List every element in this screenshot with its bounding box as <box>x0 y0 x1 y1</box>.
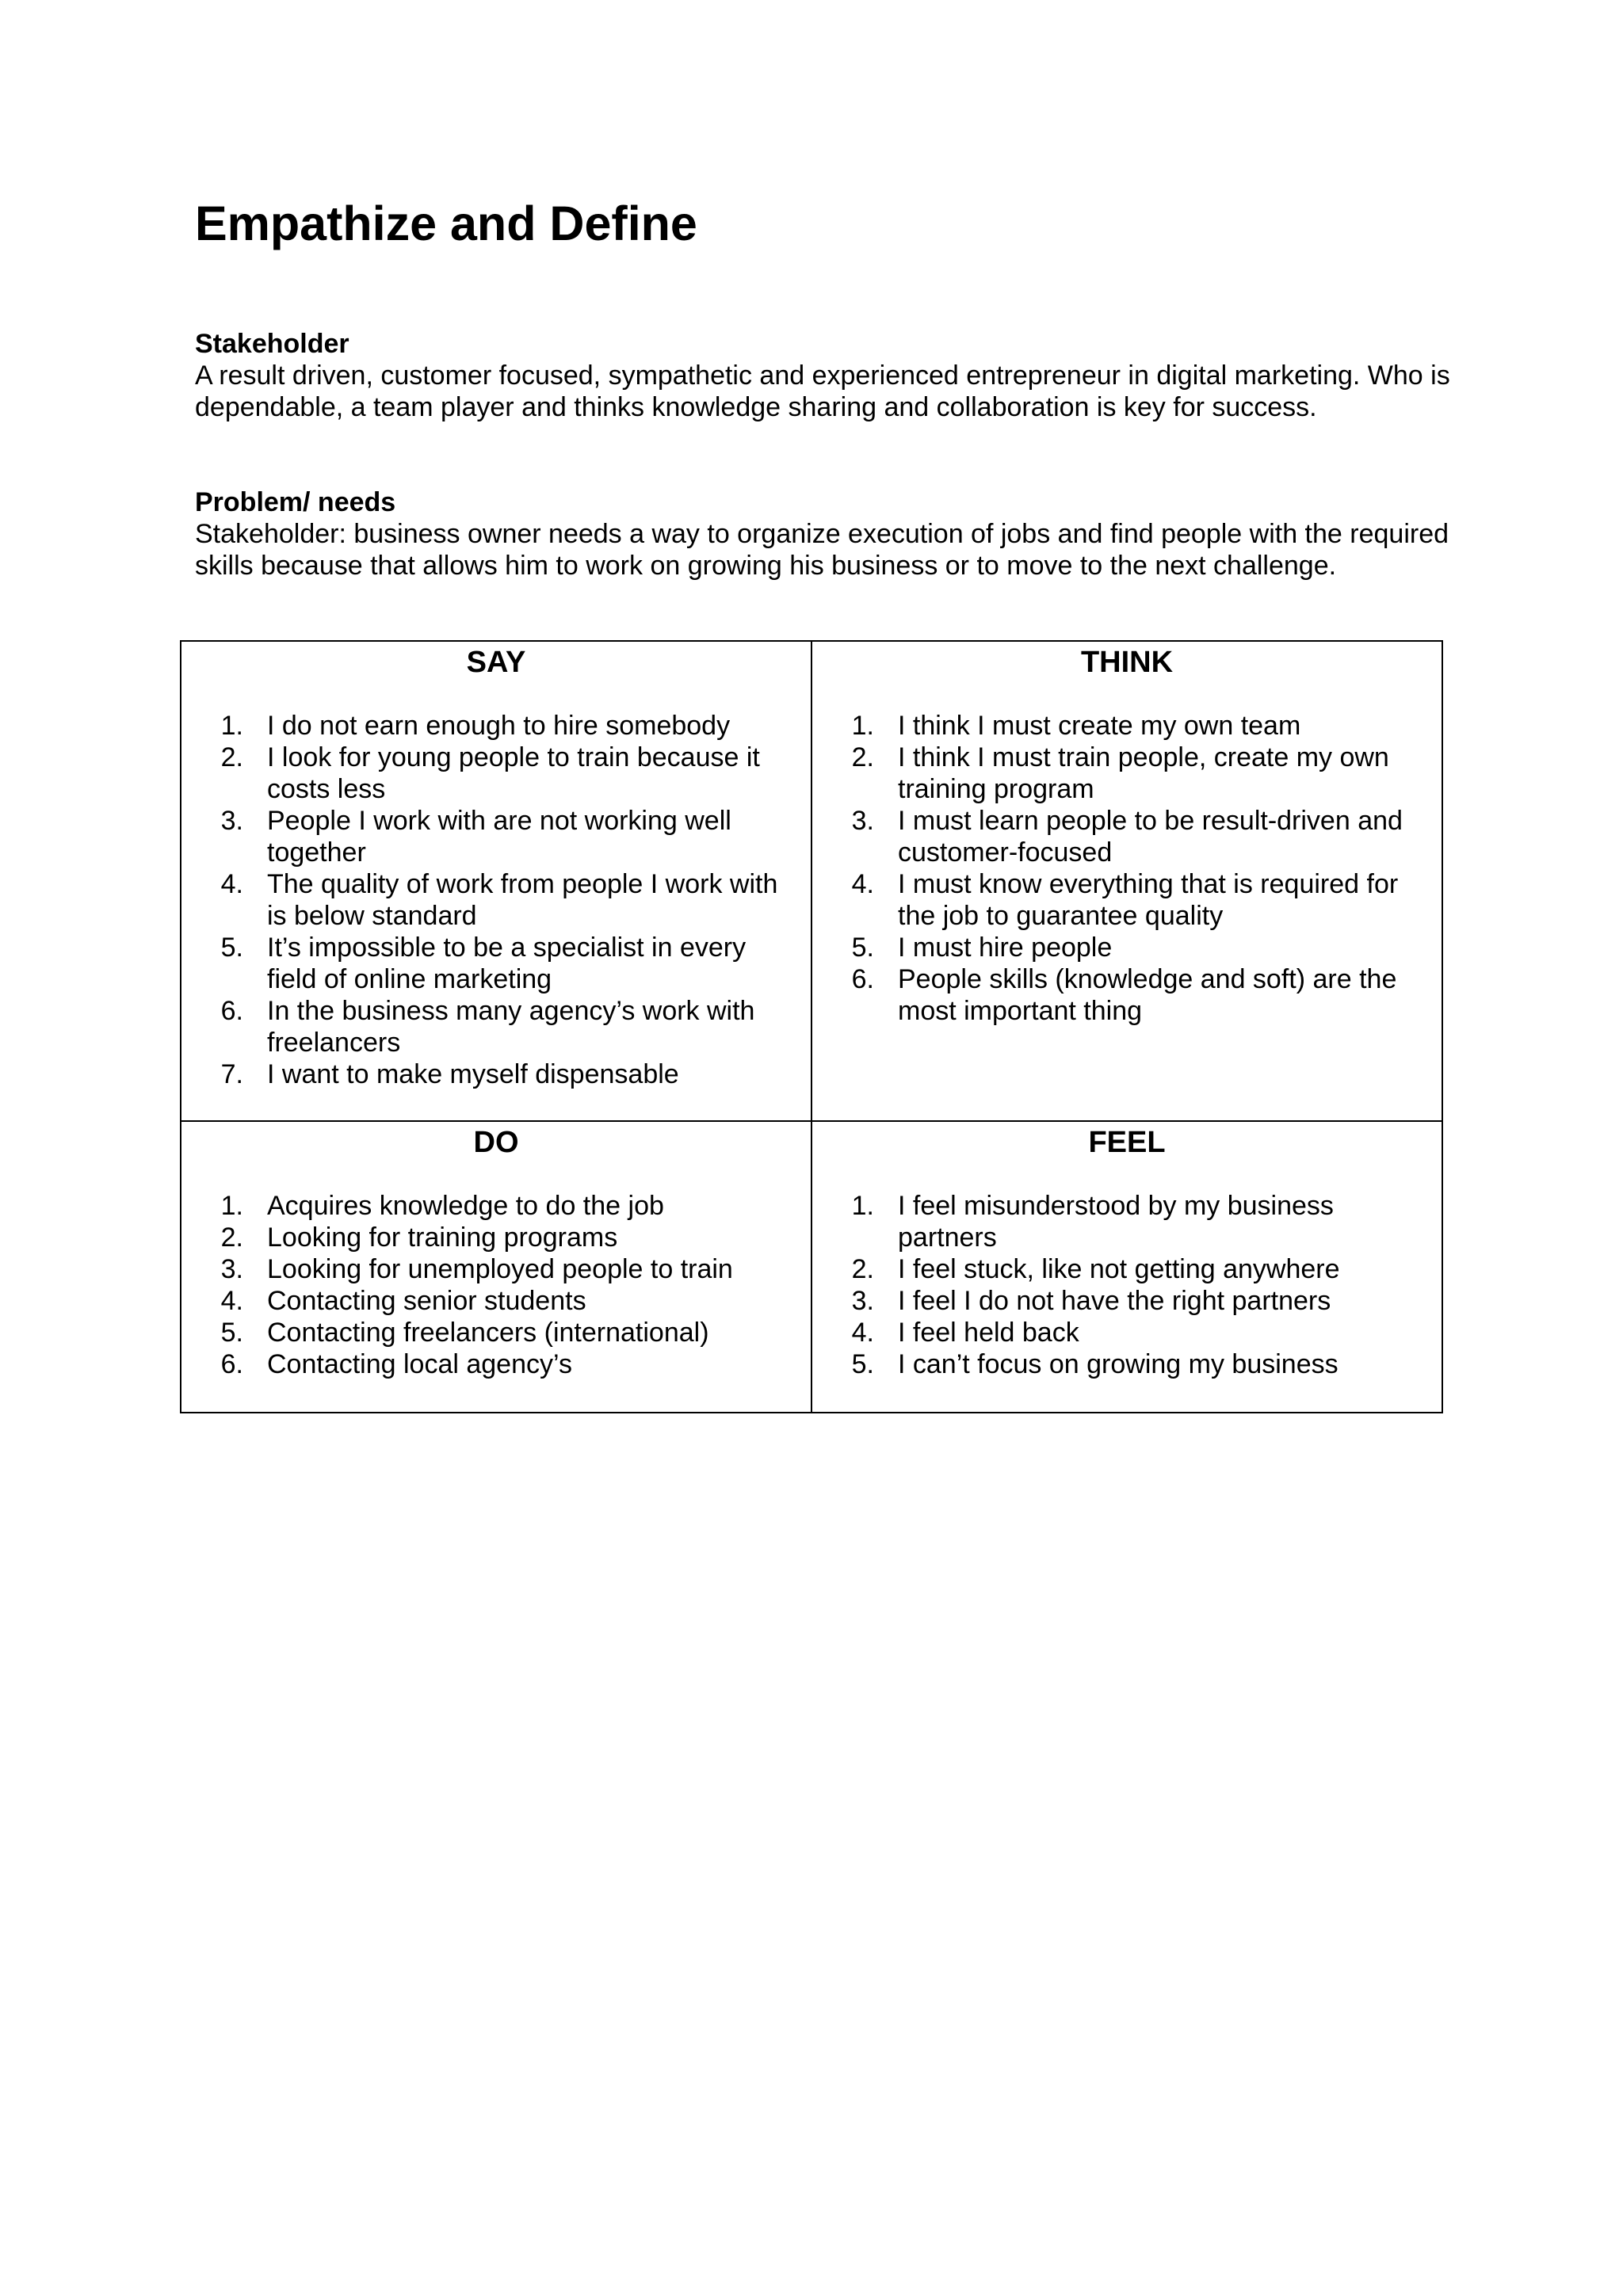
say-item <box>181 1058 796 1090</box>
think-item <box>812 805 1427 868</box>
think-item <box>812 932 1427 963</box>
list-text: I think I must train people, create my own training program <box>898 742 1389 804</box>
empathy-map-row-top <box>181 641 1442 1121</box>
say-item <box>181 868 796 932</box>
problem-section <box>195 486 1455 582</box>
stakeholder-description: A result driven, customer focused, sympathetic and experienced entrepreneur in digital marketing. Who is dependable, a team player and thinks knowledge sharing and collaboration is key for success. <box>195 360 1450 422</box>
think-item <box>812 742 1427 805</box>
list-text: I feel misunderstood by my business partners <box>898 1191 1334 1253</box>
list-text: People skills (knowledge and soft) are the most important thing <box>898 964 1397 1026</box>
list-text: Looking for training programs <box>267 1222 618 1253</box>
say-quadrant <box>181 641 812 1121</box>
list-number: 3. <box>851 806 874 836</box>
do-title: DO <box>473 1126 519 1159</box>
list-number: 7. <box>220 1059 243 1089</box>
list-number: 3. <box>220 1254 243 1284</box>
stakeholder-section <box>195 328 1455 423</box>
say-item <box>181 805 796 868</box>
list-number: 2. <box>851 1254 874 1284</box>
list-text: Looking for unemployed people to train <box>267 1254 733 1284</box>
do-item <box>181 1190 796 1222</box>
think-item <box>812 710 1427 742</box>
do-item <box>181 1253 796 1285</box>
list-text: Contacting local agency’s <box>267 1349 572 1379</box>
feel-item <box>812 1190 1427 1253</box>
list-text: I can’t focus on growing my business <box>898 1349 1338 1379</box>
list-number: 3. <box>851 1286 874 1316</box>
list-text: I must know everything that is required for the job to guarantee quality <box>898 869 1399 931</box>
list-number: 5. <box>220 1318 243 1348</box>
feel-title: FEEL <box>1088 1126 1166 1159</box>
think-quadrant <box>812 641 1442 1121</box>
list-number: 5. <box>851 1349 874 1379</box>
list-number: 1. <box>220 711 243 741</box>
do-quadrant <box>181 1121 812 1413</box>
empathy-map-row-bottom <box>181 1121 1442 1413</box>
list-text: I feel stuck, like not getting anywhere <box>898 1254 1340 1284</box>
list-text: I must hire people <box>898 933 1113 963</box>
list-number: 1. <box>220 1191 243 1221</box>
list-text: In the business many agency’s work with freelancers <box>267 996 755 1058</box>
list-number: 2. <box>220 742 243 772</box>
list-text: I think I must create my own team <box>898 711 1301 741</box>
list-text: I want to make myself dispensable <box>267 1059 679 1089</box>
problem-heading: Problem/ needs <box>195 487 396 517</box>
list-text: The quality of work from people I work with is below standard <box>267 869 778 931</box>
list-number: 6. <box>220 996 243 1026</box>
list-number: 6. <box>220 1349 243 1379</box>
list-number: 2. <box>220 1222 243 1253</box>
say-item <box>181 995 796 1058</box>
do-item <box>181 1285 796 1317</box>
empathy-map-table <box>180 640 1443 1413</box>
say-item <box>181 742 796 805</box>
feel-item <box>812 1285 1427 1317</box>
say-item <box>181 710 796 742</box>
say-item <box>181 932 796 995</box>
list-text: Contacting freelancers (international) <box>267 1318 709 1348</box>
list-number: 2. <box>851 742 874 772</box>
think-item <box>812 963 1427 1027</box>
list-text: Contacting senior students <box>267 1286 586 1316</box>
say-title: SAY <box>466 646 526 679</box>
feel-item <box>812 1253 1427 1285</box>
list-number: 1. <box>851 1191 874 1221</box>
list-text: I feel held back <box>898 1318 1079 1348</box>
think-title: THINK <box>1080 646 1174 679</box>
stakeholder-heading: Stakeholder <box>195 329 349 359</box>
feel-item <box>812 1317 1427 1348</box>
say-list <box>181 710 811 1090</box>
list-text: I feel I do not have the right partners <box>898 1286 1331 1316</box>
list-number: 4. <box>851 869 874 899</box>
list-text: Acquires knowledge to do the job <box>267 1191 664 1221</box>
document-page <box>195 195 1455 582</box>
list-number: 1. <box>851 711 874 741</box>
list-number: 4. <box>851 1318 874 1348</box>
list-number: 3. <box>220 806 243 836</box>
list-text: It’s impossible to be a specialist in every field of online marketing <box>267 933 747 994</box>
do-item <box>181 1222 796 1253</box>
list-text: I must learn people to be result-driven and customer-focused <box>898 806 1403 868</box>
list-number: 5. <box>220 933 243 963</box>
think-list <box>812 710 1442 1027</box>
list-number: 6. <box>851 964 874 994</box>
list-number: 4. <box>220 869 243 899</box>
list-number: 4. <box>220 1286 243 1316</box>
list-text: People I work with are not working well together <box>267 806 731 868</box>
feel-item <box>812 1348 1427 1380</box>
do-item <box>181 1317 796 1348</box>
think-item <box>812 868 1427 932</box>
do-list <box>181 1190 811 1380</box>
page-title: Empathize and Define <box>195 196 697 250</box>
feel-list <box>812 1190 1442 1380</box>
problem-description: Stakeholder: business owner needs a way to organize execution of jobs and find people with the required skills because that allows him to work on growing his business or to move to the next challenge. <box>195 519 1449 581</box>
do-item <box>181 1348 796 1380</box>
feel-quadrant <box>812 1121 1442 1413</box>
list-number: 5. <box>851 933 874 963</box>
list-text: I look for young people to train because it costs less <box>267 742 760 804</box>
list-text: I do not earn enough to hire somebody <box>267 711 731 741</box>
